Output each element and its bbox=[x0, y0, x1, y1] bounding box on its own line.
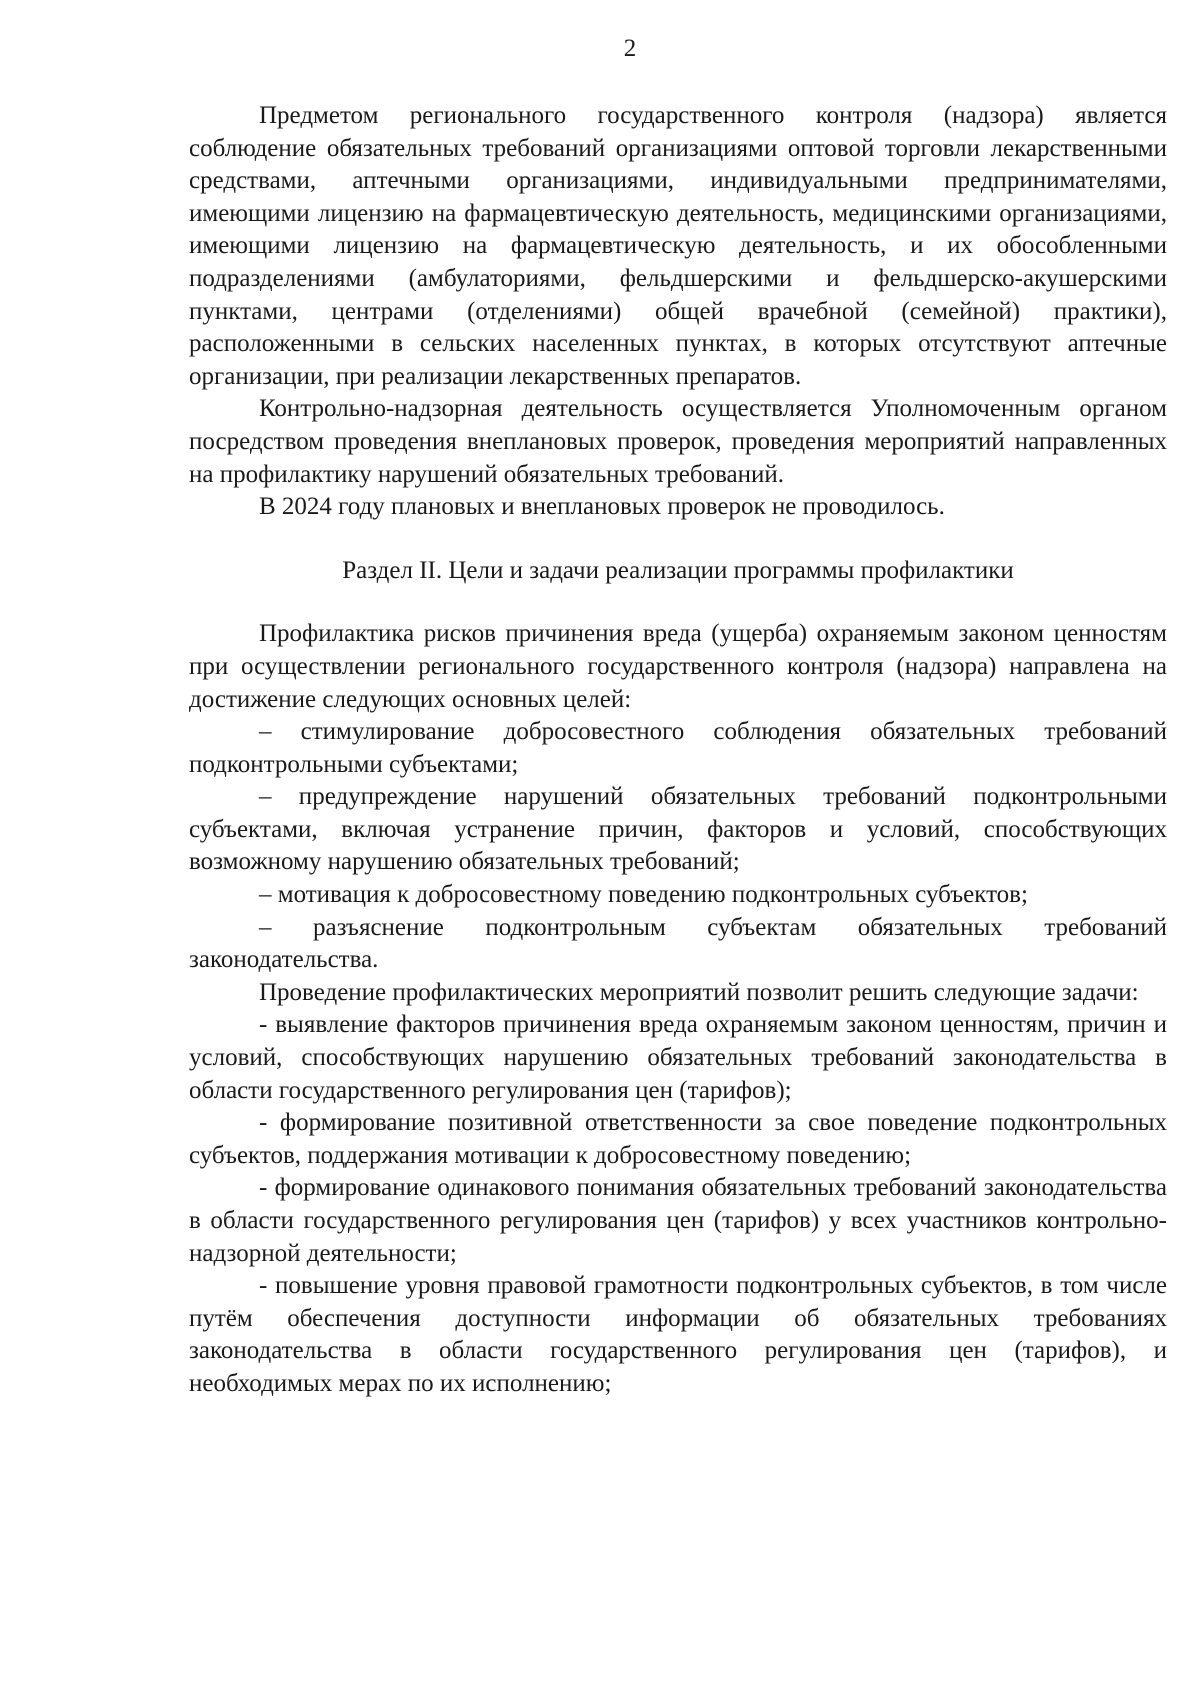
paragraph-inspections-2024: В 2024 году плановых и внеплановых проверок не проводилось. bbox=[259, 493, 945, 521]
list-item-task-3: - формирование одинакового понимания обязательных требований законодательства в области государственного регулирования цен (тарифов) у всех участников контрольно-надзорной деятельности; bbox=[189, 1174, 1167, 1267]
page-number: 2 bbox=[623, 35, 637, 62]
paragraph-subject-of-control: Предметом регионального государственного контроля (надзора) является соблюдение обязательных требований организациями оптовой торговли лекарственными средствами, аптечными организациями, индивидуальными предпринимателями, имеющими лицензию на фармацевтическую деятельность, медицинскими организациями, имеющими лицензию на фармацевтическую деятельность, и их обособленными подразделениями (амбулаториями, фельдшерскими и фельдшерско-акушерскими пунктами, центрами (отделениями) общей врачебной (семейной) практики), расположенными в сельских населенных пунктах, в которых отсутствуют аптечные организации, при реализации лекарственных препаратов. bbox=[189, 102, 1167, 390]
document-body bbox=[189, 100, 1167, 1401]
list-item-goal-2: – предупреждение нарушений обязательных требований подконтрольными субъектами, включая устранение причин, факторов и условий, способствующих возможному нарушению обязательных требований; bbox=[189, 783, 1167, 876]
list-item-task-4: - повышение уровня правовой грамотности подконтрольных субъектов, в том числе путём обеспечения доступности информации об обязательных требованиях законодательства в области государственного регулирования цен (тарифов), и необходимых мерах по их исполнению; bbox=[189, 1272, 1167, 1397]
paragraph-tasks-intro: Проведение профилактических мероприятий позволит решить следующие задачи: bbox=[259, 978, 1139, 1006]
paragraph-control-activity: Контрольно-надзорная деятельность осуществляется Уполномоченным органом посредством проведения внеплановых проверок, проведения мероприятий направленных на профилактику нарушений обязательных требований. bbox=[189, 395, 1167, 488]
paragraph-prevention-goals-intro: Профилактика рисков причинения вреда (ущерба) охраняемым законом ценностям при осуществлении регионального государственного контроля (надзора) направлена на достижение следующих основных целей: bbox=[189, 620, 1167, 713]
section-heading: Раздел II. Цели и задачи реализации программы профилактики bbox=[342, 556, 1014, 584]
list-item-task-1: - выявление факторов причинения вреда охраняемым законом ценностям, причин и условий, способствующих нарушению обязательных требований законодательства в области государственного регулирования цен (тарифов); bbox=[189, 1011, 1167, 1104]
list-item-goal-3: – мотивация к добросовестному поведению подконтрольных субъектов; bbox=[259, 881, 1028, 909]
list-item-goal-4: – разъяснение подконтрольным субъектам обязательных требований законодательства. bbox=[189, 913, 1167, 974]
list-item-goal-1: – стимулирование добросовестного соблюдения обязательных требований подконтрольными субъектами; bbox=[189, 718, 1167, 778]
list-item-task-2: - формирование позитивной ответственности за свое поведение подконтрольных субъектов, поддержания мотивации к добросовестному поведению; bbox=[189, 1109, 1167, 1169]
